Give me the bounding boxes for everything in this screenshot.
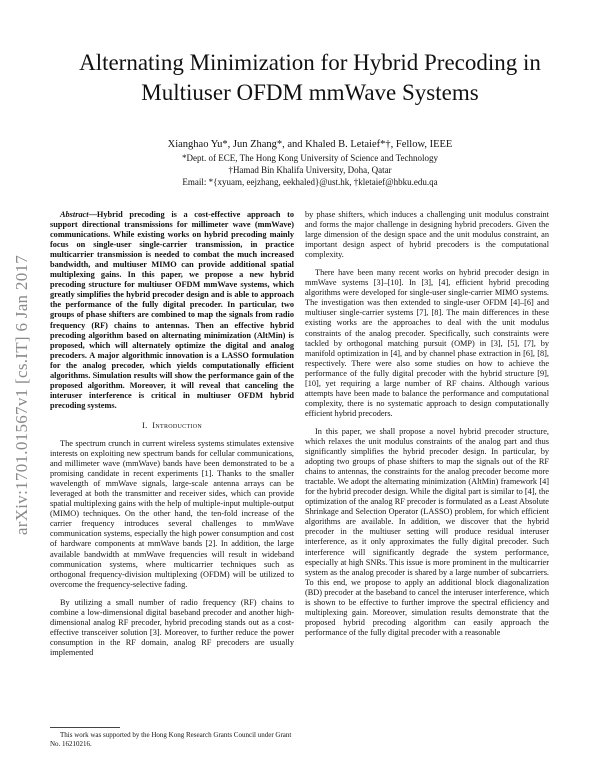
section-heading [50,421,294,431]
footnote [50,727,294,749]
paper-title: Alternating Minimization for Hybrid Precoding in Multiuser OFDM mmWave Systems [79,50,541,105]
footnote-text: This work was supported by the Hong Kong Research Grants Council under Grant No. 16210216. [50,731,292,748]
affiliation-email: Email: *{xyuam, eejzhang, eekhaled}@ust.hk, †kletaief@hbku.edu.qa [182,177,438,187]
section-number: I. [141,420,148,430]
arxiv-identifier-text: arXiv:1701.01567v1 [cs.IT] 6 Jan 2017 [12,254,31,536]
body-paragraph: The spectrum crunch in current wireless systems stimulates extensive interests on exploiting new spectrum bands for cellular communications, and millimeter wave (mmWave) bands have been demonstrated to be a promising candidate in recent experiments [1]. Thanks to the smaller wavelength of mmWave signals, large-scale antenna arrays can be leveraged at both the transmitter and receiver sides, which can provide spatial multiplexing gains with the help of multiple-input multiple-output (MIMO) techniques. On the other hand, the ten-fold increase of the carrier frequency introduces several challenges to mmWave communication systems, especially the high power consumption and cost of hardware components at mmWave bands [2]. In addition, the large available bandwidth at mmWave frequencies will result in wideband communication systems, where multicarrier techniques such as orthogonal frequency-division multiplexing (OFDM) will be utilized to overcome the frequency-selective fading. [50,438,294,589]
footnote-rule [50,727,120,728]
body-paragraph: By utilizing a small number of radio frequency (RF) chains to combine a low-dimensional digital baseband precoder and another high-dimensional analog RF precoder, hybrid precoding stands out as a cost-effective transceiver solution [3]. Moreover, to further reduce the power consumption in the RF domain, analog RF precoders are usually implemented [50,597,294,657]
affiliation-2: †Hamad Bin Khalifa University, Doha, Qatar [228,165,392,175]
arxiv-identifier [9,230,35,560]
abstract-text: —Hybrid precoding is a cost-effective approach to support directional transmissions for millimeter wave (mmWave) communications. While existing works on hybrid precoding mainly focus on single-user single-carrier transmission, in practice multicarrier transmission is needed to combat the much increased bandwidth, and multiuser MIMO can provide additional spatial multiplexing gains. In this paper, we propose a new hybrid precoding structure for multiuser OFDM mmWave systems, which greatly simplifies the hybrid precoder design and is able to approach the performance of the fully digital precoder. In particular, two groups of phase shifters are combined to map the signals from radio frequency (RF) chains to antennas. Then an effective hybrid precoding algorithm based on alternating minimization (AltMin) is proposed, which will alternately optimize the digital and analog precoders. A major algorithmic innovation is a LASSO formulation for the analog precoder, which yields computationally efficient algorithms. Simulation results will show the performance gain of the proposed algorithm. Moreover, it will reveal that canceling the interuser interference is critical in multiuser OFDM hybrid precoding systems. [50,210,294,410]
body-paragraph: by phase shifters, which induces a challenging unit modulus constraint and forms the major challenge in designing hybrid precoders. Given the large dimension of the design space and the unit modulus constraint, an important design aspect of hybrid precoders is the computational complexity. [305,210,549,260]
body-paragraph: In this paper, we shall propose a novel hybrid precoder structure, which relaxes the unit modulus constraints of the analog part and thus significantly simplifies the hybrid precoder design. In particular, by adopting two groups of phase shifters to map the signals out of the RF chains to antennas, the constraints for the analog precoder become more tractable. We adopt the alternating minimization (AltMin) framework [4] for the hybrid precoder design. While the digital part is similar to [4], the optimization of the analog RF precoder is formulated as a Least Absolute Shrinkage and Selection Operator (LASSO) problem, for which efficient algorithms are available. In addition, we discover that the hybrid precoder in the multiuser setting will produce residual interuser interference, as it only approximates the fully digital precoder. Such interference will significantly degrade the system performance, especially at high SNRs. This issue is more prominent in the multicarrier system as the analog precoder is shared by a large number of subcarriers. To this end, we propose to apply an additional block diagonalization (BD) precoder at the baseband to cancel the interuser interference, which is shown to be effective to further improve the spectral efficiency and multiplexing gain. Moreover, simulation results demonstrate that the proposed hybrid precoding algorithm can easily approach the performance of the fully digital precoder with a reasonable [305,426,549,637]
section-title: Introduction [152,420,202,430]
abstract [50,210,294,411]
body-paragraph: There have been many recent works on hybrid precoder design in mmWave systems [3]–[10]. In [3], [4], efficient hybrid precoding algorithms were developed for single-user single-carrier MIMO systems. The investigation was then extended to single-user OFDM [4]–[6] and multiuser single-carrier systems [7], [8]. The main differences in these existing works are the approaches to deal with the unit modulus constraints of the analog precoder. Specifically, such constraints were tackled by orthogonal matching pursuit (OMP) in [3], [5], [7], by manifold optimization in [4], and by channel phase extraction in [6], [8], respectively. There were also some studies on how to achieve the performance of the fully digital precoder with the hybrid structure [9], [10], yet requiring a large number of RF chains. Although various attempts have been made to balance the performance and computational complexity, there is no systematic approach to design computationally efficient hybrid precoders. [305,268,549,418]
abstract-lead: Abstract [60,210,89,219]
right-column [305,210,549,646]
author-list: Xianghao Yu*, Jun Zhang*, and Khaled B. Letaief*†, Fellow, IEEE [167,139,453,150]
left-column [50,210,294,666]
affiliation-1: *Dept. of ECE, The Hong Kong University of Science and Technology [182,153,438,163]
